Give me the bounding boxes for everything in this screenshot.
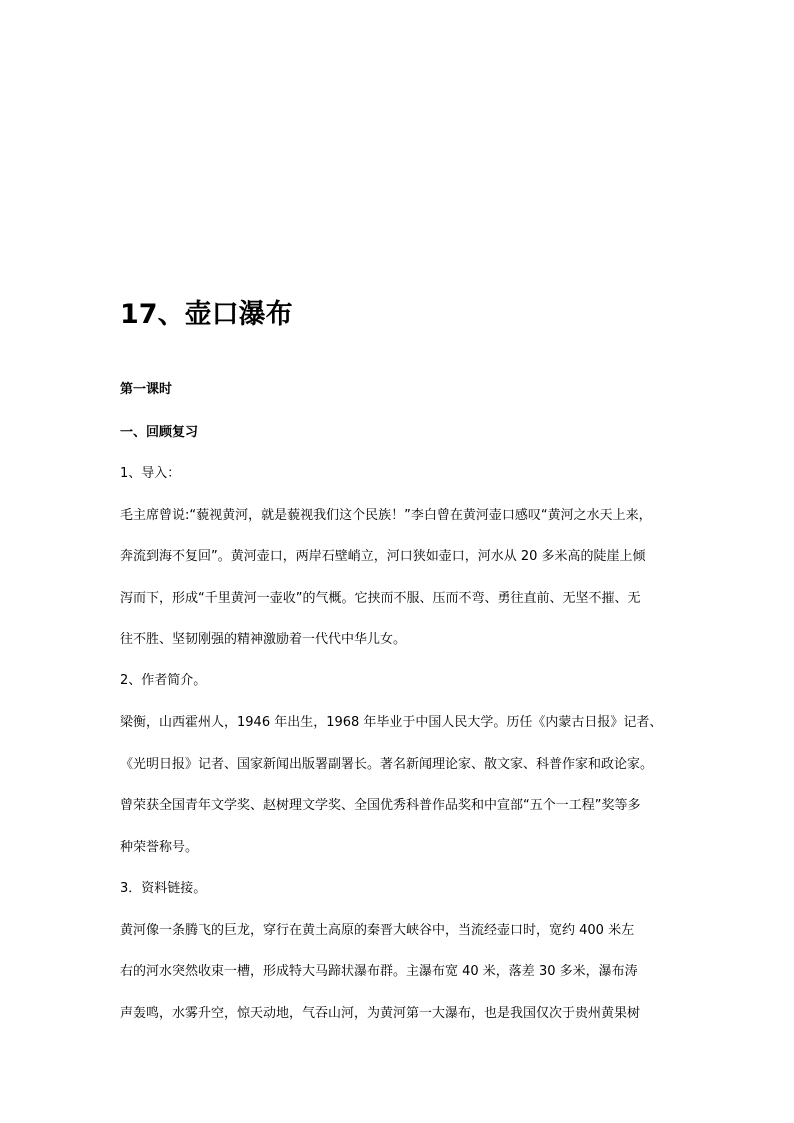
author-paragraph-line: 梁衡，山西霍州人，1946 年出生，1968 年毕业于中国人民大学。历任《内蒙古日报》记者、 <box>120 715 663 730</box>
document-title: 17、壶口瀑布 <box>120 299 293 330</box>
info-item-label: 3．资料链接。 <box>120 881 207 896</box>
intro-paragraph-line: 泻而下，形成“千里黄河一壶收”的气概。它挟而不服、压而不弯、勇往直前、无坚不摧、无 <box>120 591 641 606</box>
author-paragraph-line: 《光明日报》记者、国家新闻出版署副署长。著名新闻理论家、散文家、科普作家和政论家。 <box>120 757 654 772</box>
section-heading: 一、回顾复习 <box>120 425 199 440</box>
lesson-heading: 第一课时 <box>120 382 173 397</box>
info-paragraph-line: 右的河水突然收束一槽，形成特大马蹄状瀑布群。主瀑布宽 40 米，落差 30 多米，瀑布涛 <box>120 964 638 979</box>
intro-paragraph-line: 往不胜、坚韧刚强的精神激励着一代代中华儿女。 <box>120 632 407 647</box>
intro-paragraph-line: 奔流到海不复回”。黄河壶口，两岸石壁峭立，河口狭如壶口，河水从 20 多米高的陡崖上倾 <box>120 549 646 564</box>
intro-item-label: 1、导入： <box>120 466 181 481</box>
author-paragraph-line: 种荣誉称号。 <box>120 840 199 855</box>
author-item-label: 2、作者简介。 <box>120 673 207 688</box>
info-paragraph-line: 黄河像一条腾飞的巨龙，穿行在黄土高原的秦晋大峡谷中，当流经壶口时，宽约 400 米左 <box>120 923 635 938</box>
intro-paragraph-line: 毛主席曾说:“藐视黄河，就是藐视我们这个民族！”李白曾在黄河壶口感叹“黄河之水天上来， <box>120 508 652 523</box>
info-paragraph-line: 声轰鸣，水雾升空，惊天动地，气吞山河，为黄河第一大瀑布，也是我国仅次于贵州黄果树 <box>120 1006 641 1021</box>
author-paragraph-line: 曾荣获全国青年文学奖、赵树理文学奖、全国优秀科普作品奖和中宣部“五个一工程”奖等多 <box>120 798 641 813</box>
